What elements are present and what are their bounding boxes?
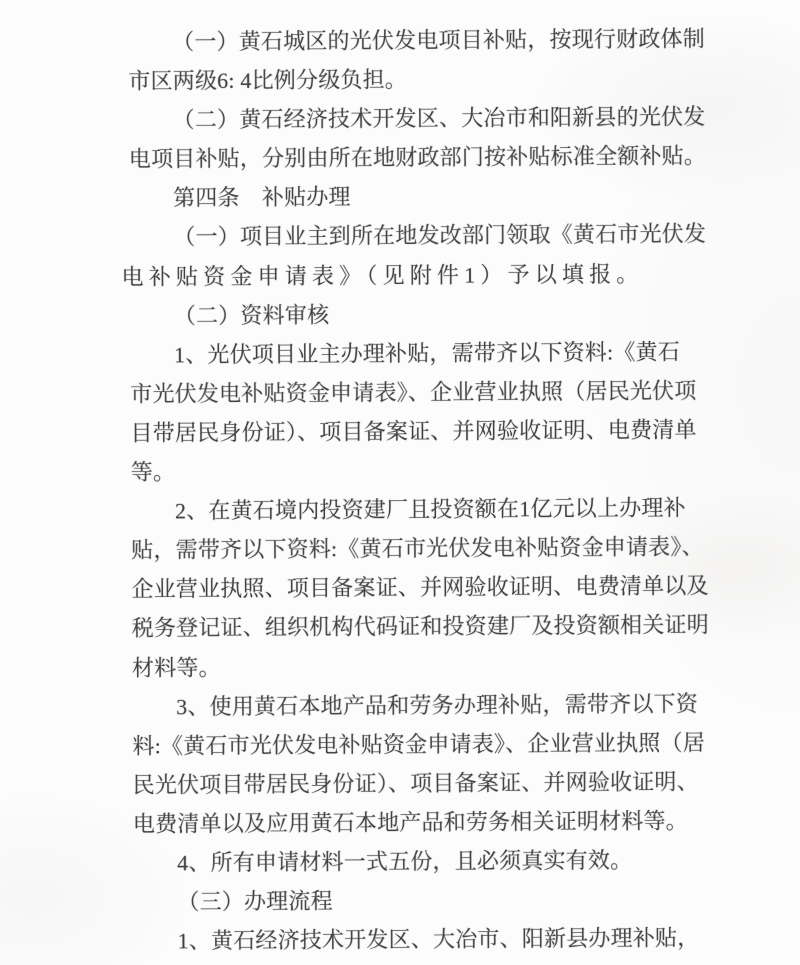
text-line: 1、黄石经济技术开发区、大冶市、阳新县办理补贴，: [177, 925, 700, 954]
text-line: 电项目补贴，分别由所在地财政部门按补贴标准全额补贴。: [128, 143, 707, 172]
document-text-block: [0, 19, 800, 962]
text-line: 目带居民身份证）、项目备案证、并网验收证明、电费清单: [130, 417, 697, 446]
text-line: 等。: [130, 459, 176, 485]
text-line: 税务登记证、组织机构代码证和投资建厂及投资额相关证明: [131, 612, 709, 642]
text-line: 贴，需带齐以下资料:《黄石市光伏发电补贴资金申请表》、: [131, 534, 704, 563]
text-line: 电费清单以及应用黄石本地产品和劳务相关证明材料等。: [132, 808, 688, 837]
text-line: 市光伏发电补贴资金申请表》、企业营业执照（居民光伏项: [130, 378, 697, 407]
text-line: （二）黄石经济技术开发区、大冶市和阳新县的光伏发: [172, 104, 706, 133]
text-line: 3、使用黄石本地产品和劳务办理补贴，需带齐以下资: [176, 690, 699, 719]
text-line: 民光伏项目带居民身份证）、项目备案证、并网验收证明、: [132, 768, 699, 798]
text-line: （二）资料审核: [173, 302, 330, 329]
text-line: 第四条 补贴办理: [173, 184, 351, 211]
text-line: 4、所有申请材料一式五份，且必须真实有效。: [177, 847, 633, 876]
text-line: （一）项目业主到所在地发改部门领取《黄石市光伏发: [173, 221, 707, 250]
text-line: 市区两级6: 4比例分级负担。: [128, 67, 408, 94]
text-line: 料:《黄石市光伏发电补贴资金申请表》、企业营业执照（居: [132, 729, 706, 759]
text-line: 电补贴资金申请表》（见附件1）予以填报。: [121, 261, 644, 290]
text-line: （一）黄石城区的光伏发电项目补贴，按现行财政体制: [172, 26, 706, 55]
text-line: 1、光伏项目业主办理补贴，需带齐以下资料:《黄石: [173, 339, 681, 368]
text-line: （三）办理流程: [177, 888, 333, 915]
text-line: 材料等。: [131, 654, 221, 681]
text-line: 企业营业执照、项目备案证、并网验收证明、电费清单以及: [131, 573, 709, 602]
text-line: 2、在黄石境内投资建厂且投资额在1亿元以上办理补: [174, 495, 686, 524]
